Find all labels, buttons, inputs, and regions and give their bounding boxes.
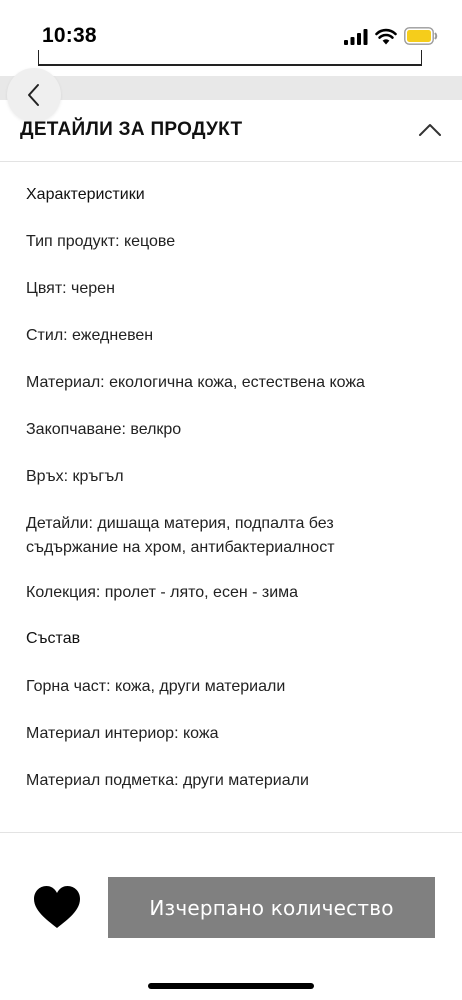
battery-icon <box>404 27 438 45</box>
out-of-stock-button[interactable]: Изчерпано количество <box>108 877 435 938</box>
section-heading-composition: Състав <box>26 630 81 647</box>
image-gallery-band <box>0 76 462 100</box>
detail-item: Стил: ежедневен <box>26 327 154 344</box>
detail-item: Колекция: пролет - лято, есен - зима <box>26 584 299 601</box>
product-image-frame <box>38 50 422 66</box>
detail-item: Материал подметка: други материали <box>26 772 309 789</box>
detail-item: Горна част: кожа, други материали <box>26 678 286 695</box>
home-indicator <box>148 983 314 989</box>
chevron-up-icon[interactable] <box>418 120 442 140</box>
detail-item: Детайли: дишаща материя, подпалта без съдържание на хром, антибактериалност <box>26 515 335 556</box>
detail-item: Тип продукт: кецове <box>26 233 176 250</box>
divider <box>0 832 462 833</box>
detail-item: Закопчаване: велкро <box>26 421 182 438</box>
heart-icon[interactable] <box>32 884 82 930</box>
section-heading-characteristics: Характеристики <box>26 186 145 203</box>
product-details-header[interactable] <box>0 100 462 162</box>
detail-item: Материал интериор: кожа <box>26 725 219 742</box>
signal-icon <box>344 29 368 45</box>
detail-item: Цвят: черен <box>26 280 115 297</box>
detail-item: Връх: кръгъл <box>26 468 124 485</box>
wifi-icon <box>375 27 397 45</box>
section-title: ДЕТАЙЛИ ЗА ПРОДУКТ <box>20 119 243 140</box>
detail-item: Материал: екологична кожа, естествена кожа <box>26 374 365 391</box>
status-time: 10:38 <box>42 24 97 47</box>
